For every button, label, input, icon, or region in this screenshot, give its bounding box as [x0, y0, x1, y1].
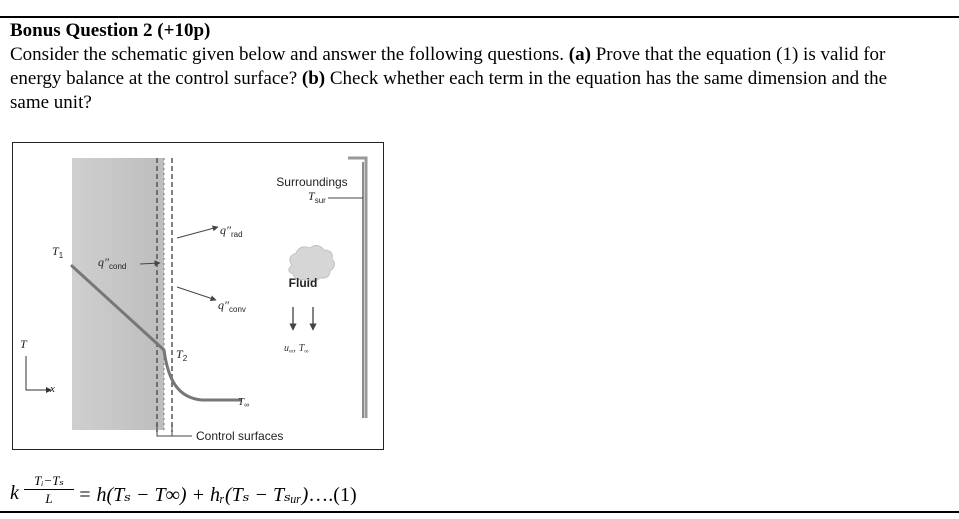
equation-number: (1): [333, 484, 357, 506]
energy-balance-equation: [10, 474, 530, 510]
equation-denominator: L: [45, 491, 53, 506]
bottom-rule: [0, 511, 959, 513]
question-title: Bonus Question 2 (+10p): [10, 20, 211, 41]
top-rule: [0, 16, 959, 18]
question-intro: Consider the schematic given below and answer the following questions.: [10, 44, 565, 65]
u-inf-symbol: u: [284, 343, 289, 354]
t2-symbol: T: [176, 347, 183, 361]
part-b-label: (b): [301, 68, 326, 89]
q-rad-subscript: rad: [231, 230, 243, 239]
fluid-label: Fluid: [288, 276, 318, 290]
schematic-figure: [12, 142, 384, 450]
equation-rhs-group: [78, 482, 357, 507]
flow-separator: ,: [293, 343, 296, 354]
t-inf-subscript: ∞: [244, 402, 250, 409]
part-b-text: Check whether each term in the equation has the same dimension and the same unit?: [10, 68, 888, 113]
control-surfaces-label: Control surfaces: [196, 429, 284, 443]
equation-fraction: [24, 474, 74, 505]
equation-rhs: = h(Tₛ − T∞) + hᵣ(Tₛ − Tₛᵤᵣ): [78, 484, 309, 506]
q-conv-subscript: conv: [229, 305, 246, 314]
q-conv-symbol: q″: [218, 298, 229, 312]
equation-k: k: [10, 482, 19, 504]
t-inf-flow-symbol: T: [298, 343, 305, 354]
axis-x-label: x: [50, 383, 55, 395]
q-cond-symbol: q″: [98, 255, 109, 269]
equation-numerator: Tᵢ−Tₛ: [34, 473, 64, 488]
t1-subscript: 1: [58, 251, 64, 260]
part-a-text: Prove that the equation (1) is valid for energy balance at the control surface?: [10, 44, 886, 89]
t2-subscript: 2: [182, 354, 188, 363]
surroundings-label: Surroundings: [276, 175, 348, 189]
t-inf-flow-subscript: ∞: [304, 349, 309, 355]
t1-symbol: T: [52, 244, 59, 258]
t-sur-symbol: T: [308, 189, 315, 203]
axis-t-label: T: [20, 337, 27, 351]
t-inf-symbol: T: [238, 396, 245, 408]
equation-ellipsis: ….: [308, 484, 334, 506]
part-a-label: (a): [568, 44, 591, 65]
q-rad-symbol: q″: [220, 223, 231, 237]
fraction-bar: [24, 489, 74, 490]
solid-wall: [72, 158, 164, 430]
question-body: [10, 43, 930, 115]
u-inf-subscript: ∞: [289, 349, 294, 355]
q-cond-subscript: cond: [109, 262, 127, 271]
schematic-svg: [12, 142, 384, 450]
t-sur-subscript: sur: [314, 196, 326, 205]
